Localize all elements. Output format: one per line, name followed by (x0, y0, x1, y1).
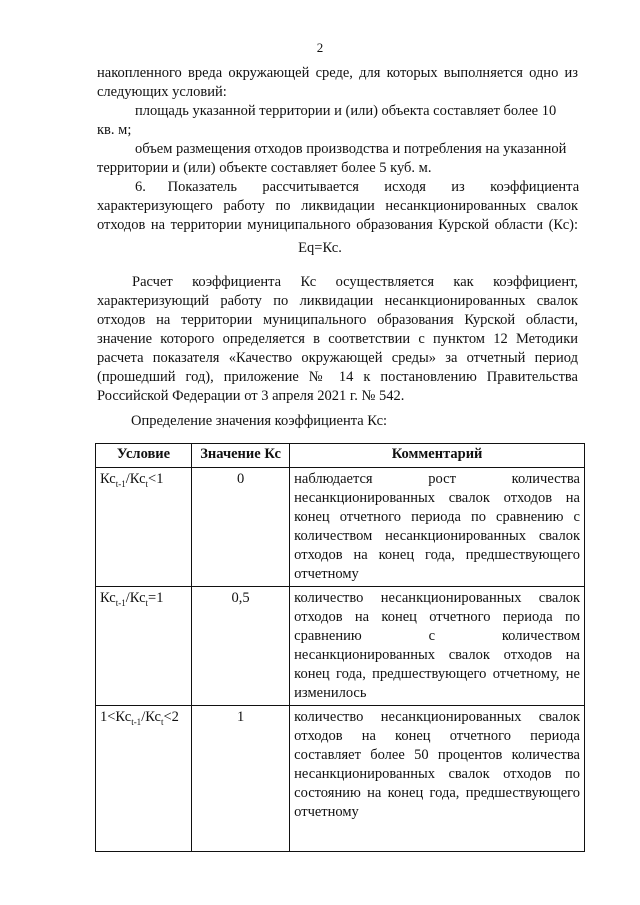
text-line: территории и (или) объекте составляет более 5 куб. м. (97, 160, 432, 176)
text-line: объем размещения отходов производства и потребления на указанной (135, 141, 567, 157)
value-cell: 1 (192, 706, 290, 852)
text-line: расчета показателя «Качество окружающей среды» за отчетный период (97, 350, 578, 366)
table-title: Определение значения коэффициента Кс: (131, 413, 388, 429)
text-line: следующих условий: (97, 84, 227, 100)
text-line: 6. Показатель рассчитывается исходя из коэффициента (135, 179, 580, 195)
text-line: отходов на территории муниципального образования Курской области, (97, 312, 578, 328)
text-line: накопленного вреда окружающей среде, для которых выполняется одно из (97, 65, 578, 81)
comment-cell: количество несанкционированных свалок отходов на конец отчетного периода по сравнению с количеством несанкционированных свалок отходов на конец года, предшествующего отчетному, не изменилось (290, 587, 585, 706)
table-header-row (96, 444, 585, 468)
header-condition: Условие (96, 444, 192, 468)
page-number: 2 (316, 40, 324, 55)
text-line: Расчет коэффициента Кс осуществляется как коэффициент, (132, 274, 578, 290)
table-row (96, 706, 585, 852)
formula: Eq=Кс. (298, 240, 342, 256)
condition-cell: $Кс_{t-1}/Кс_t<1$ (96, 468, 192, 587)
text-line: отходов на территории муниципального образования Курской области (Кс): (97, 217, 578, 233)
text-line: (прошедший год), приложение № 14 к постановлению Правительства (97, 369, 578, 385)
comment-cell: наблюдается рост количества несанкционированных свалок отходов на конец отчетного периода по сравнению с количеством несанкционированных свалок отходов на конец года, предшествующего отчетному (290, 468, 585, 587)
coefficient-table (95, 443, 585, 852)
text-line: характеризующий работу по ликвидации несанкционированных свалок (97, 293, 578, 309)
condition-cell: $Кс_{t-1}/Кс_t=1$ (96, 587, 192, 706)
value-cell: 0,5 (192, 587, 290, 706)
condition-cell: $1<Кс_{t-1}/Кс_t<2$ (96, 706, 192, 852)
header-value: Значение Кс (192, 444, 290, 468)
value-cell: 0 (192, 468, 290, 587)
calculation-paragraph (97, 273, 578, 406)
table-row (96, 587, 585, 706)
text-line: Российской Федерации от 3 апреля 2021 г. № 542. (97, 388, 405, 404)
intro-paragraph (97, 64, 578, 178)
text-line: значение которого определяется в соответствии с пунктом 12 Методики (97, 331, 578, 347)
comment-cell: количество несанкционированных свалок отходов на конец отчетного периода составляет более 50 процентов количества несанкционированных свалок отходов по состоянию на конец года, предшествующего отчетному (290, 706, 585, 852)
header-comment: Комментарий (290, 444, 585, 468)
table-row (96, 468, 585, 587)
text-line: кв. м; (97, 122, 132, 138)
text-line: площадь указанной территории и (или) объекта составляет более 10 (135, 103, 557, 119)
item-6-paragraph (97, 178, 578, 235)
text-line: характеризующего работу по ликвидации несанкционированных свалок (97, 198, 578, 214)
